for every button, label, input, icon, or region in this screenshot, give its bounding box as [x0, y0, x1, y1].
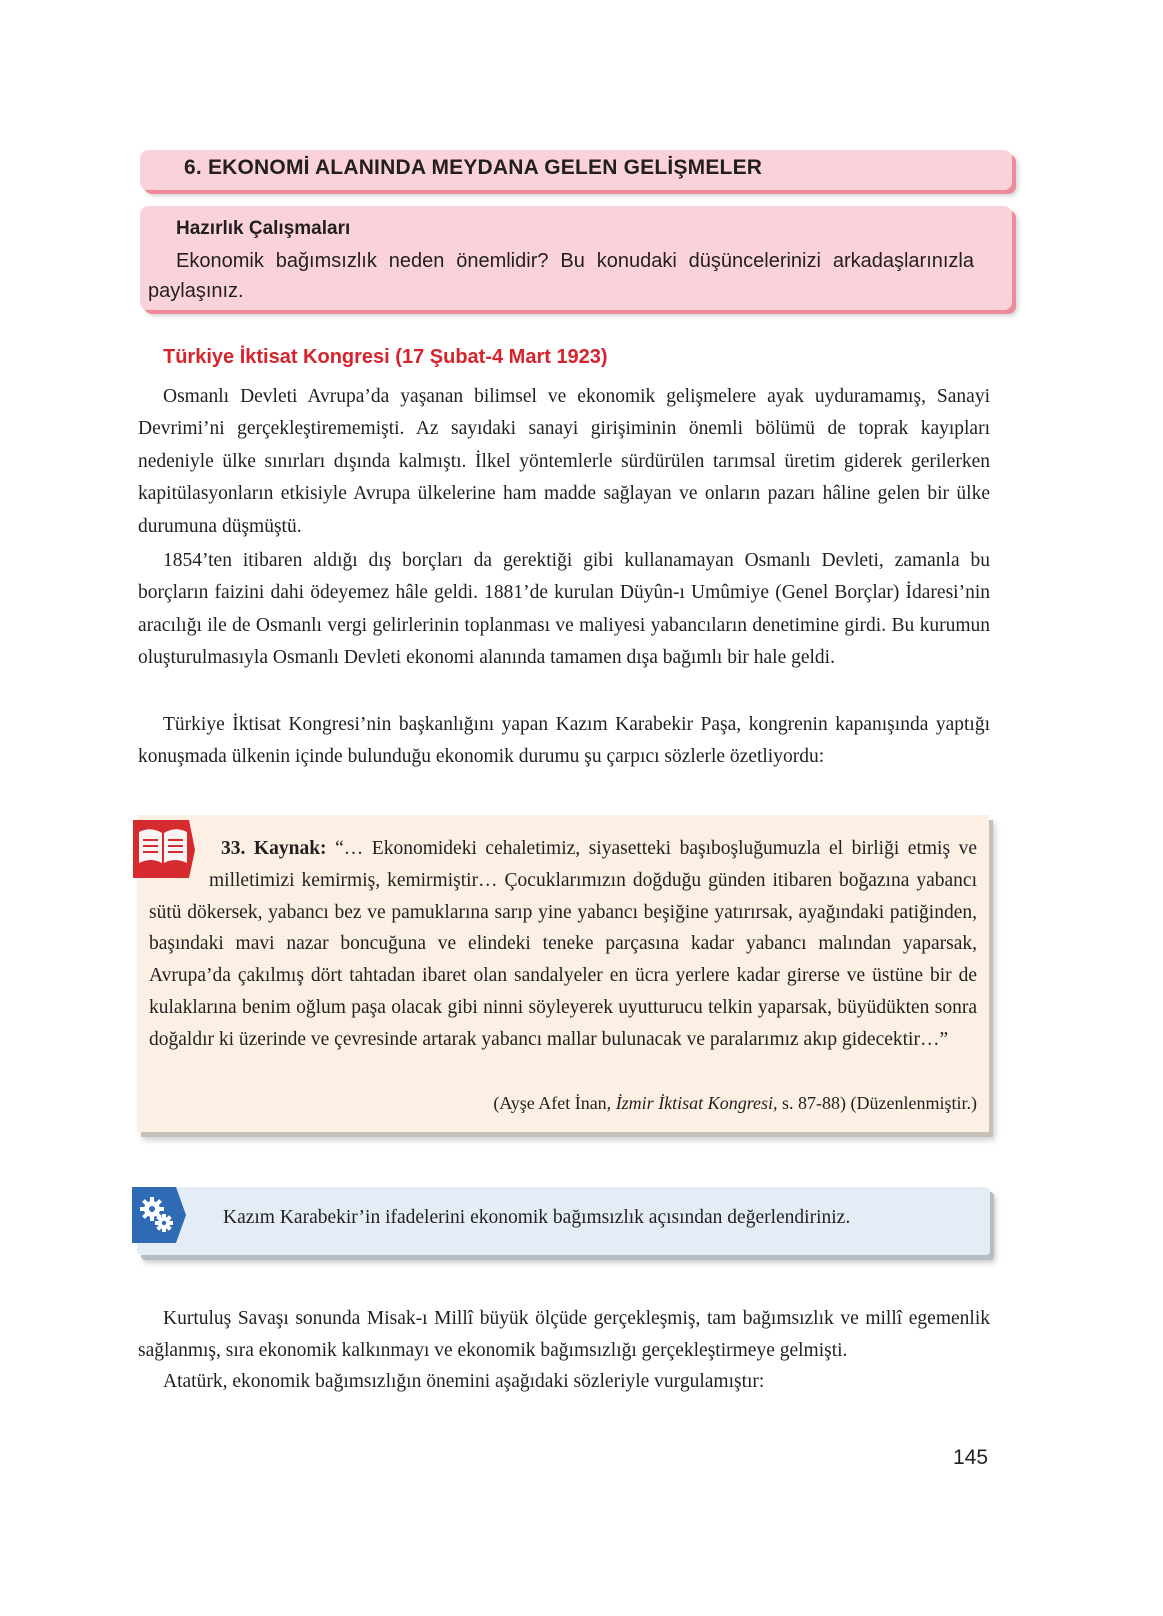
source-text [149, 833, 977, 1056]
section-title: 6. EKONOMİ ALANINDA MEYDANA GELEN GELİŞMELER [184, 156, 763, 179]
activity-text: Kazım Karabekir’in ifadelerini ekonomik bağımsızlık açısından değerlendiriniz. [223, 1207, 851, 1228]
citation-prefix: (Ayşe Afet İnan, [493, 1093, 616, 1113]
citation-title: İzmir İktisat Kongresi, [615, 1093, 778, 1113]
source-quote: “… Ekonomideki cehaletimiz, siyasetteki başıboşluğumuzla el birliği etmiş ve milletimizi kemirmiş, kemirmiştir… Çocuklarımızın doğduğu günden itibaren boğazına yabancı sütü dökersek, yabancı bez ve pamuklarına sarıp yine yabancı beşiğine yatırırsak, ayağındaki patiğinden, başındaki mavi nazar boncuğuna ve elindeki teneke parçasına kadar yabancı malından yaparsak, Avrupa’da çakılmış dört tahtadan ibaret olan sandalyeler en ücra yerlere kadar girerse ve üstüne bir de kulaklarına benim oğlum paşa olacak gibi ninni söyleyerek uyutturucu telkin yaparsak, büyüdükten sonra doğaldır ki üzerinde ve çevresinde artarak yabancı mallar bulunacak ve paralarımız akıp gidecektir…” [149, 838, 977, 1050]
gears-icon [130, 1185, 188, 1245]
preparation-box [140, 206, 1012, 310]
section-title-box [140, 150, 1012, 190]
source-label: 33. Kaynak: [221, 838, 327, 859]
source-box [137, 815, 989, 1132]
book-icon [131, 816, 195, 880]
citation [493, 1093, 977, 1114]
activity-box [137, 1187, 990, 1255]
paragraph-3: Türkiye İktisat Kongresi’nin başkanlığını yapan Kazım Karabekir Paşa, kongrenin kapanışında yaptığı konuşmada ülkenin içinde bulunduğu ekonomik durumu şu çarpıcı sözlerle özetliyordu: [138, 714, 990, 768]
paragraph-4: Kurtuluş Savaşı sonunda Misak-ı Millî büyük ölçüde gerçekleşmiş, tam bağımsızlık ve millî egemenlik sağlanmış, sıra ekonomik kalkınmayı ve ekonomik bağımsızlığı gerçekleştirmeye gelmişti. [138, 1308, 990, 1362]
page-number: 145 [953, 1446, 989, 1469]
citation-suffix: s. 87-88) (Düzenlenmiştir.) [777, 1093, 977, 1113]
paragraph-5: Atatürk, ekonomik bağımsızlığın önemini aşağıdaki sözleriyle vurgulamıştır: [163, 1371, 765, 1392]
subheading: Türkiye İktisat Kongresi (17 Şubat-4 Mart 1923) [163, 346, 608, 368]
preparation-text: Ekonomik bağımsızlık neden önemlidir? Bu konudaki düşüncelerinizi arkadaşlarınızla paylaşınız. [148, 250, 974, 302]
paragraph-2: 1854’ten itibaren aldığı dış borçları da gerektiği gibi kullanamayan Osmanlı Devleti, zamanla bu borçların faizini dahi ödeyemez hâle geldi. 1881’de kurulan Düyûn-ı Umûmiye (Genel Borçlar) İdaresi’nin aracılığı ile de Osmanlı vergi gelirlerinin toplanması ve maliyesi yabancıların denetimine girdi. Bu kurumun oluşturulmasıyla Osmanlı Devleti ekonomi alanında tamamen dışa bağımlı bir hale geldi. [138, 550, 990, 669]
preparation-title: Hazırlık Çalışmaları [176, 218, 351, 239]
paragraph-1: Osmanlı Devleti Avrupa’da yaşanan bilimsel ve ekonomik gelişmelere ayak uyduramamış, Sanayi Devrimi’ni gerçekleştirememişti. Az sayıdaki sanayi girişiminin önemli bölümü de toprak kayıpları nedeniyle ülke sınırları dışında kalmıştı. İlkel yöntemlerle sürdürülen tarımsal üretim giderek gerilerken kapitülasyonların etkisiyle Avrupa ülkelerine ham madde sağlayan ve onların pazarı hâline gelen bir ülke durumuna düşmüştü. [138, 386, 990, 537]
